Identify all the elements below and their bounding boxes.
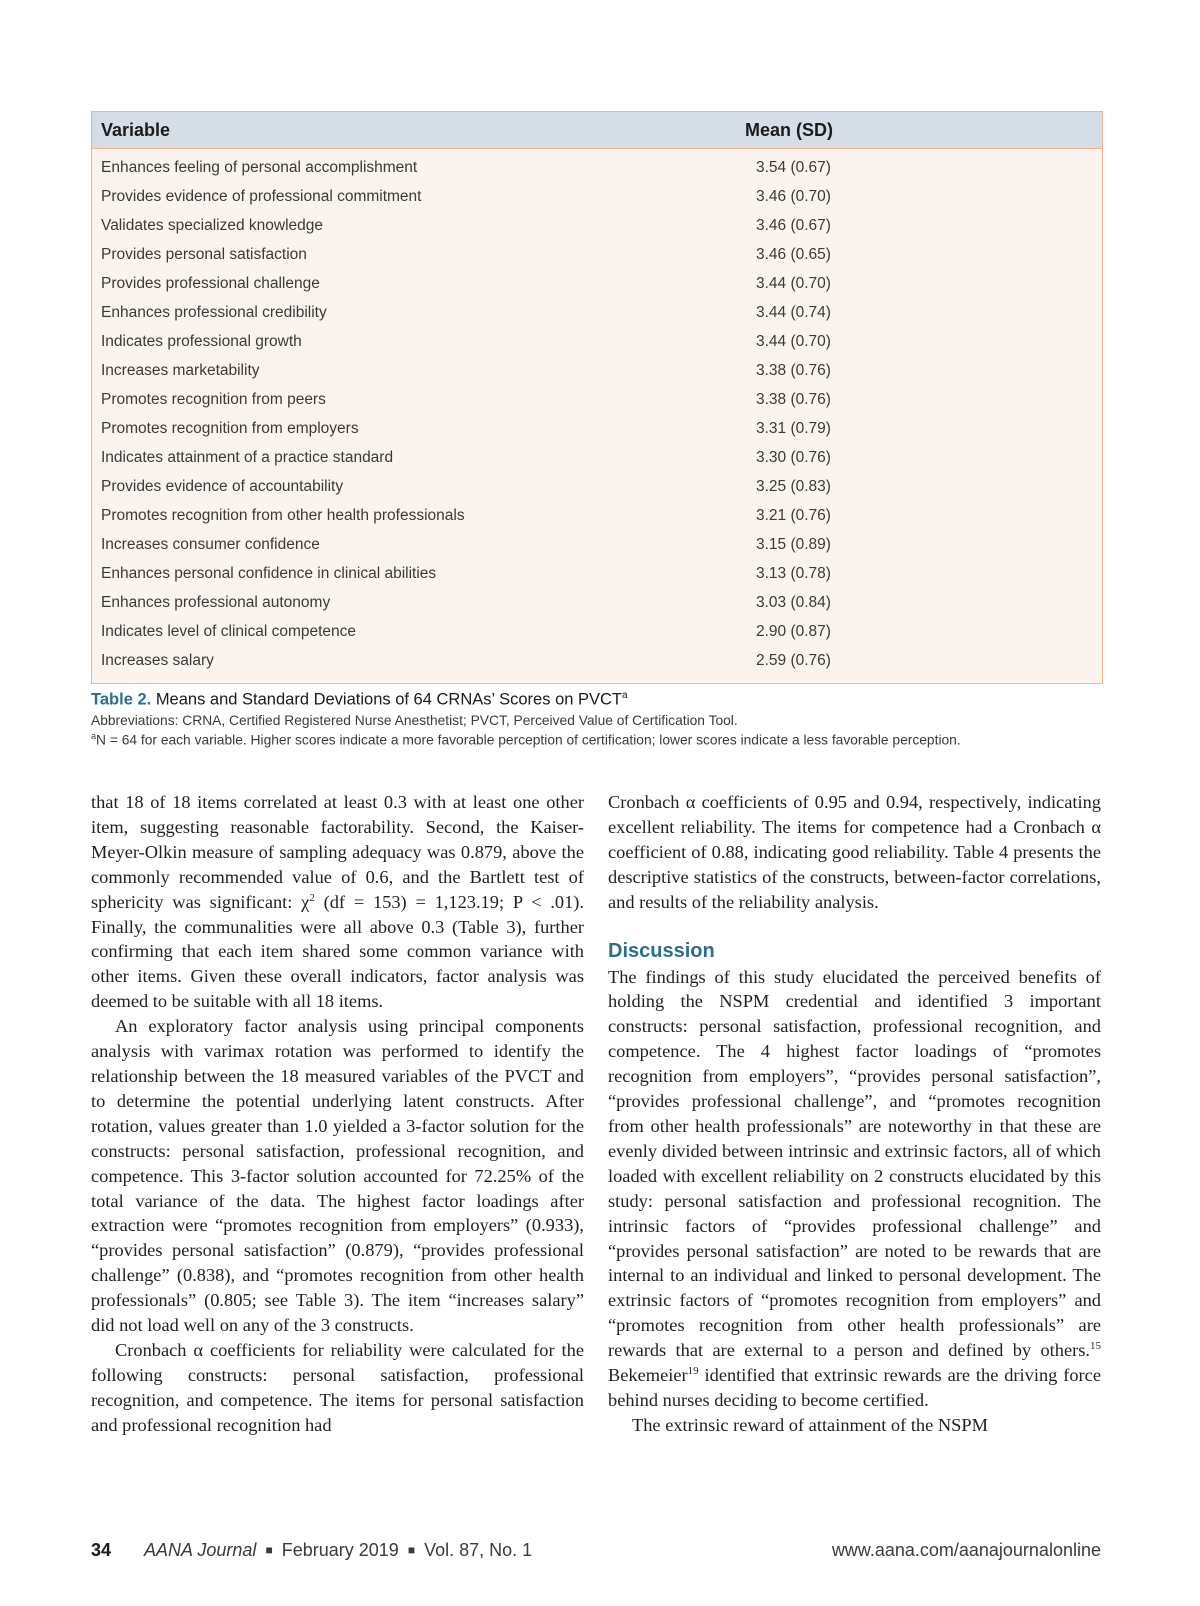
variable-cell: Indicates level of clinical competence bbox=[101, 623, 357, 640]
right-p2-text-a: The findings of this study elucidated the perceived benefits of holding the NSPM credential and identified 3 important constructs: personal satisfaction, professional recognition, and competence. The 4 highest factor loadings of “promotes recognition from employers”, “provides personal satisfaction”, “provides professional challenge”, and “promotes recognition from other health professionals” are noteworthy in that these are evenly divided between intrinsic and extrinsic factors, all of which loaded with excellent reliability on 2 constructs elucidated by this study: personal satisfaction and professional recognition. The intrinsic factors of “provides professional challenge” and “provides personal satisfaction” are noted to be rewards that are internal to an individual and linked to personal development. The extrinsic factors of “promotes recognition from employers” and “promotes recognition from other health professionals” are rewards that are external to a person and defined by others. bbox=[608, 966, 1101, 1361]
chi-square-superscript: 2 bbox=[309, 891, 315, 904]
variable-cell: Promotes recognition from other health professionals bbox=[101, 507, 465, 524]
means-table bbox=[91, 111, 1103, 684]
table-row bbox=[92, 183, 1102, 212]
table-body bbox=[92, 149, 1102, 683]
variable-cell: Indicates professional growth bbox=[101, 333, 302, 350]
variable-cell: Promotes recognition from employers bbox=[101, 420, 359, 437]
left-p1-text: that 18 of 18 items correlated at least 0.3 with at least one other item, suggesting reasonable factorability. Second, the Kaiser-Meyer-Olkin measure of sampling adequacy was 0.879, above the commonly recommended value of 0.6, and the Bartlett test of sphericity was significant: χ bbox=[91, 792, 584, 912]
mean-sd-cell: 3.44 (0.70) bbox=[756, 275, 831, 292]
variable-cell: Enhances professional autonomy bbox=[101, 594, 331, 611]
table-row bbox=[92, 270, 1102, 299]
mean-sd-cell: 3.03 (0.84) bbox=[756, 594, 831, 611]
left-column bbox=[91, 790, 584, 1438]
table-row bbox=[92, 647, 1102, 676]
table-row bbox=[92, 560, 1102, 589]
variable-cell: Increases salary bbox=[101, 652, 214, 669]
mean-sd-cell: 3.38 (0.76) bbox=[756, 362, 831, 379]
right-p2-text-b: Bekemeier bbox=[608, 1365, 688, 1386]
right-paragraph-2 bbox=[608, 965, 1101, 1413]
variable-cell: Provides evidence of accountability bbox=[101, 478, 344, 495]
mean-sd-cell: 3.46 (0.70) bbox=[756, 188, 831, 205]
variable-cell: Provides personal satisfaction bbox=[101, 246, 307, 263]
variable-cell: Validates specialized knowledge bbox=[101, 217, 324, 234]
mean-sd-cell: 3.30 (0.76) bbox=[756, 449, 831, 466]
variable-cell: Increases consumer confidence bbox=[101, 536, 320, 553]
left-paragraph-3: Cronbach α coefficients for reliability were calculated for the following constructs: personal satisfaction, professional recognition, and competence. The items for personal satisfaction and professional recognition had bbox=[91, 1339, 584, 1435]
citation-19: 19 bbox=[687, 1364, 699, 1377]
left-paragraph-2: An exploratory factor analysis using principal components analysis with varimax rotation was performed to identify the relationship between the 18 measured variables of the PVCT and to determine the potential underlying latent constructs. After rotation, values greater than 1.0 yielded a 3-factor solution for the constructs: personal satisfaction, professional recognition, and competence. This 3-factor solution accounted for 72.25% of the total variance of the data. The highest factor loadings after extraction were “promotes recognition from employers” (0.933), “provides personal satisfaction” (0.879), “provides professional challenge” (0.838), and “promotes recognition from other health professionals” (0.805; see Table 3). The item “increases salary” did not load well on any of the 3 constructs. bbox=[91, 1016, 584, 1336]
table-row bbox=[92, 386, 1102, 415]
caption-footnote: N = 64 for each variable. Higher scores indicate a more favorable perception of certification; lower scores indicate a less favorable perception. bbox=[96, 732, 961, 748]
mean-sd-cell: 3.46 (0.67) bbox=[756, 217, 831, 234]
variable-cell: Provides professional challenge bbox=[101, 275, 320, 292]
variable-cell: Enhances professional credibility bbox=[101, 304, 327, 321]
right-column bbox=[608, 790, 1101, 1438]
column-header-mean: Mean (SD) bbox=[745, 120, 834, 140]
variable-cell: Promotes recognition from peers bbox=[101, 391, 326, 408]
table-row bbox=[92, 502, 1102, 531]
table-caption bbox=[91, 690, 1101, 747]
page-number: 34 bbox=[91, 1540, 112, 1560]
journal-url[interactable]: www.aana.com/aanajournalonline bbox=[831, 1540, 1101, 1560]
table-row bbox=[92, 444, 1102, 473]
caption-abbreviations: Abbreviations: CRNA, Certified Registered Nurse Anesthetist; PVCT, Perceived Value of Certification Tool. bbox=[91, 712, 738, 728]
discussion-heading: Discussion bbox=[608, 939, 715, 962]
journal-name: AANA Journal bbox=[144, 1540, 257, 1560]
right-paragraph-1: Cronbach α coefficients of 0.95 and 0.94, respectively, indicating excellent reliability. The items for competence had a Cronbach α coefficient of 0.88, indicating good reliability. Table 4 presents the descriptive statistics of the constructs, between-factor correlations, and results of the reliability analysis. bbox=[608, 792, 1101, 912]
table-row bbox=[92, 212, 1102, 241]
page-footer bbox=[91, 1540, 1101, 1568]
mean-sd-cell: 3.44 (0.70) bbox=[756, 333, 831, 350]
table-row bbox=[92, 618, 1102, 647]
table-row bbox=[92, 473, 1102, 502]
separator-icon: ■ bbox=[265, 1543, 273, 1557]
table-header bbox=[92, 112, 1102, 149]
volume: Vol. 87, No. 1 bbox=[424, 1540, 533, 1560]
left-p1-text-b: (df = 153) = 1,123.19; P < .01). Finally, the communalities were all above 0.3 (Table 3), further confirming that each item shared some common variance with other items. Given these overall indicators, factor analysis was deemed to be suitable with all 18 items. bbox=[91, 891, 584, 1012]
right-paragraph-3: The extrinsic reward of attainment of the NSPM bbox=[632, 1414, 988, 1435]
mean-sd-cell: 2.90 (0.87) bbox=[756, 623, 831, 640]
column-header-variable: Variable bbox=[101, 120, 171, 140]
caption-title-line bbox=[91, 690, 1101, 710]
variable-cell: Enhances feeling of personal accomplishment bbox=[101, 159, 418, 176]
issue-date: February 2019 bbox=[281, 1540, 399, 1560]
variable-cell: Increases marketability bbox=[101, 362, 260, 379]
variable-cell: Indicates attainment of a practice standard bbox=[101, 449, 394, 466]
mean-sd-cell: 2.59 (0.76) bbox=[756, 652, 831, 669]
mean-sd-cell: 3.46 (0.65) bbox=[756, 246, 831, 263]
table-row bbox=[92, 299, 1102, 328]
table-row bbox=[92, 589, 1102, 618]
mean-sd-cell: 3.15 (0.89) bbox=[756, 536, 831, 553]
mean-sd-cell: 3.25 (0.83) bbox=[756, 478, 831, 495]
mean-sd-cell: 3.38 (0.76) bbox=[756, 391, 831, 408]
right-p2-text-c: identified that extrinsic rewards are the driving force behind nurses deciding to become certified. bbox=[608, 1365, 1101, 1410]
table-title: Means and Standard Deviations of 64 CRNAs’ Scores on PVCT bbox=[155, 690, 623, 709]
mean-sd-cell: 3.54 (0.67) bbox=[756, 159, 831, 176]
table-title-footnote-mark: a bbox=[622, 690, 628, 701]
variable-cell: Enhances personal confidence in clinical abilities bbox=[101, 565, 437, 582]
left-paragraph-1 bbox=[91, 790, 584, 1014]
variable-cell: Provides evidence of professional commitment bbox=[101, 188, 422, 205]
table-row bbox=[92, 531, 1102, 560]
caption-footnote-line bbox=[91, 731, 1101, 748]
mean-sd-cell: 3.31 (0.79) bbox=[756, 420, 831, 437]
mean-sd-cell: 3.21 (0.76) bbox=[756, 507, 831, 524]
table-row bbox=[92, 241, 1102, 270]
footnote-mark: a bbox=[91, 730, 97, 741]
table-row bbox=[92, 154, 1102, 183]
mean-sd-cell: 3.44 (0.74) bbox=[756, 304, 831, 321]
citation-15: 15 bbox=[1090, 1340, 1101, 1352]
mean-sd-cell: 3.13 (0.78) bbox=[756, 565, 831, 582]
table-row bbox=[92, 328, 1102, 357]
table-label: Table 2. bbox=[91, 690, 152, 709]
table-row bbox=[92, 415, 1102, 444]
separator-icon: ■ bbox=[407, 1543, 416, 1557]
table-row bbox=[92, 357, 1102, 386]
